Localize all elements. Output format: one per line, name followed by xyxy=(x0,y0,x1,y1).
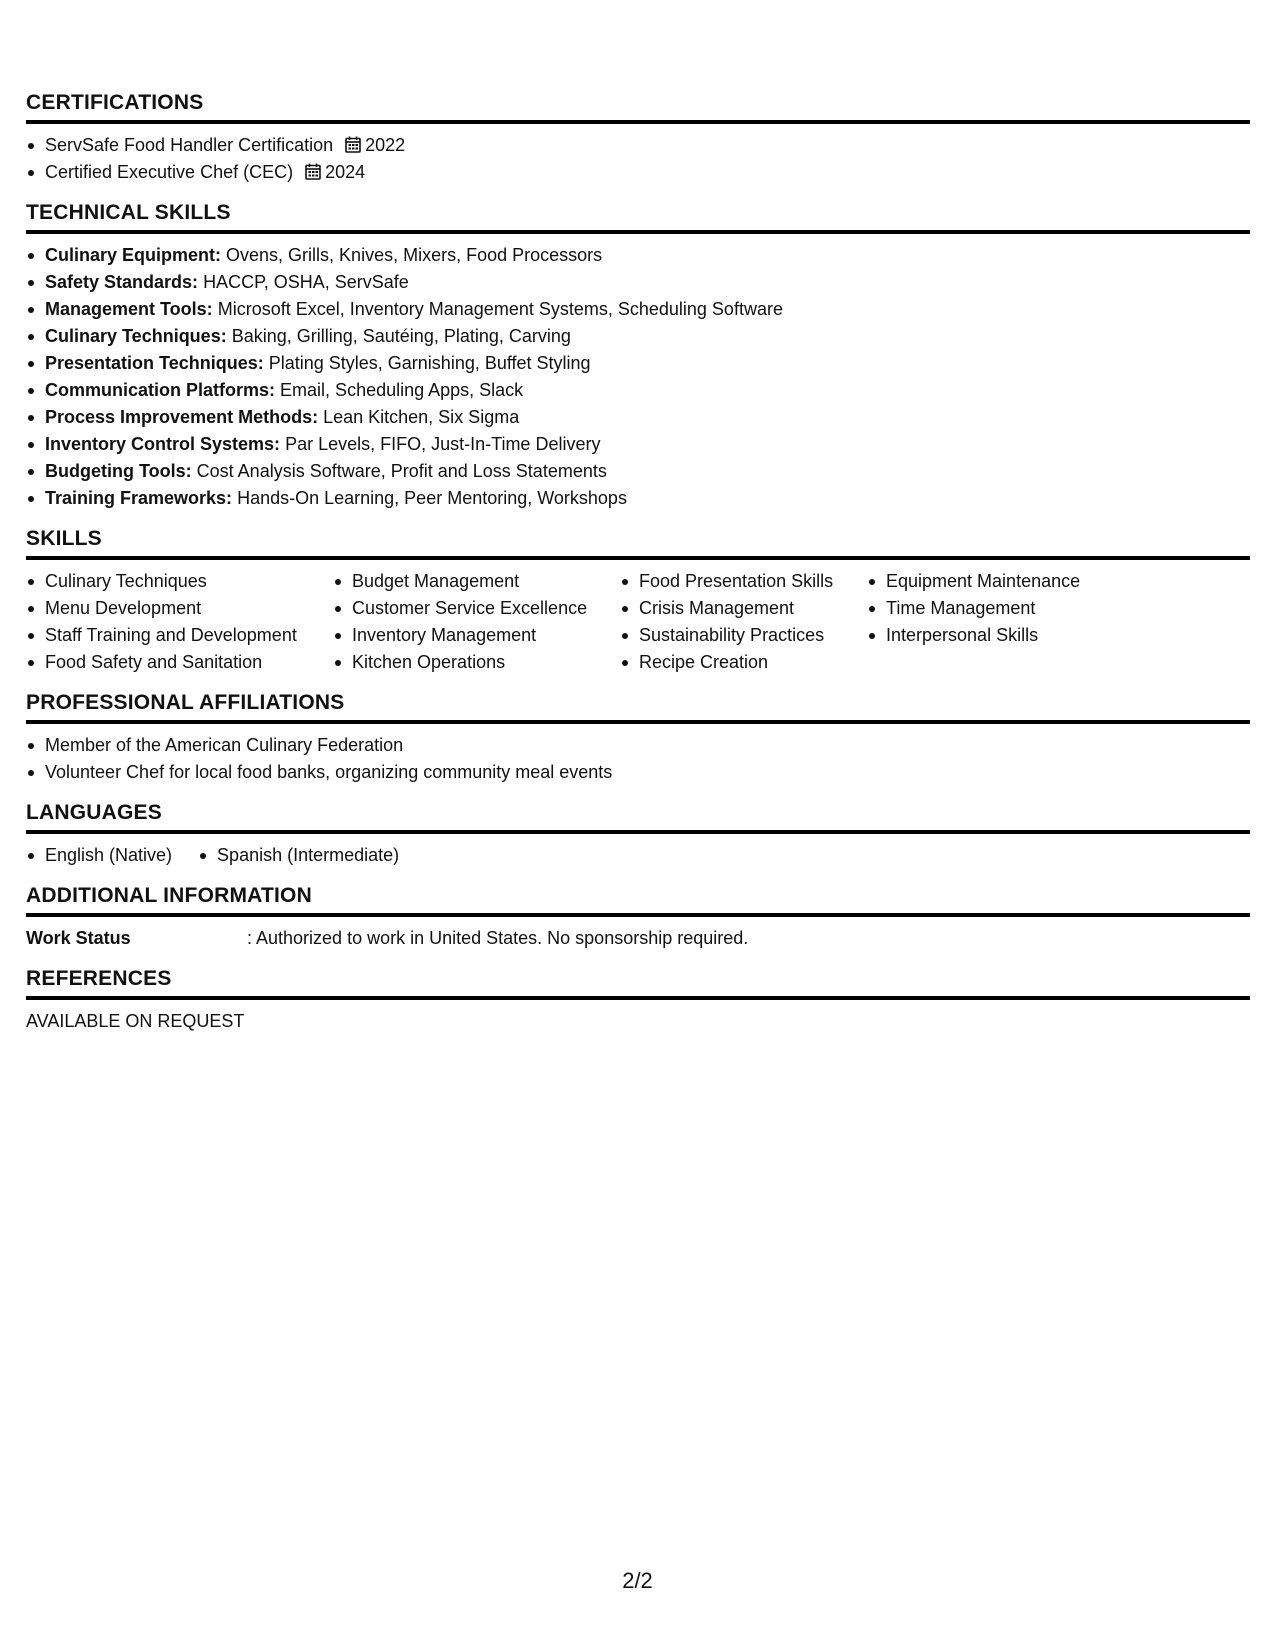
list-item: Sustainability Practices xyxy=(620,622,867,649)
list-item: Recipe Creation xyxy=(620,649,867,676)
calendar-icon xyxy=(305,163,321,180)
technical-skills-section xyxy=(26,200,1250,512)
skill-value: Baking, Grilling, Sautéing, Plating, Carving xyxy=(231,326,571,346)
skills-section xyxy=(26,526,1250,676)
list-item: Interpersonal Skills xyxy=(867,622,1167,649)
skills-column xyxy=(620,568,867,676)
list-item: Customer Service Excellence xyxy=(333,595,620,622)
certification-year: 2022 xyxy=(365,135,406,155)
skill-value: Plating Styles, Garnishing, Buffet Styling xyxy=(268,353,591,373)
certifications-section xyxy=(26,90,1250,186)
list-item xyxy=(26,431,1250,458)
skill-value: Par Levels, FIFO, Just-In-Time Delivery xyxy=(285,434,601,454)
section-title-additional-info: ADDITIONAL INFORMATION xyxy=(26,883,1250,917)
list-item xyxy=(26,132,1250,159)
list-item: Member of the American Culinary Federation xyxy=(26,732,1250,759)
skill-value: Ovens, Grills, Knives, Mixers, Food Processors xyxy=(226,245,603,265)
work-status-label: Work Status xyxy=(26,928,131,948)
skills-column xyxy=(26,568,333,676)
list-item xyxy=(26,377,1250,404)
section-title-languages: LANGUAGES xyxy=(26,800,1250,834)
list-item xyxy=(26,350,1250,377)
skill-label: Safety Standards: xyxy=(45,272,199,292)
skills-column xyxy=(333,568,620,676)
languages-list xyxy=(26,842,1250,869)
list-item xyxy=(26,323,1250,350)
list-item: Volunteer Chef for local food banks, organizing community meal events xyxy=(26,759,1250,786)
skill-label: Management Tools: xyxy=(45,299,213,319)
list-item: Time Management xyxy=(867,595,1167,622)
work-status-value: : Authorized to work in United States. No sponsorship required. xyxy=(247,928,749,948)
skill-label: Presentation Techniques: xyxy=(45,353,264,373)
skill-label: Culinary Techniques: xyxy=(45,326,227,346)
list-item: Staff Training and Development xyxy=(26,622,333,649)
work-status-row xyxy=(26,925,1250,952)
skills-column xyxy=(867,568,1167,676)
references-section xyxy=(26,966,1250,1035)
list-item: Culinary Techniques xyxy=(26,568,333,595)
skill-value: Hands-On Learning, Peer Mentoring, Workshops xyxy=(237,488,627,508)
affiliations-section xyxy=(26,690,1250,786)
certifications-list xyxy=(26,132,1250,186)
skill-value: Cost Analysis Software, Profit and Loss Statements xyxy=(196,461,607,481)
calendar-icon xyxy=(345,136,361,153)
section-title-skills: SKILLS xyxy=(26,526,1250,560)
skill-label: Culinary Equipment: xyxy=(45,245,222,265)
page-number: 2/2 xyxy=(622,1568,653,1593)
resume-page xyxy=(26,90,1250,1049)
skill-value: HACCP, OSHA, ServSafe xyxy=(203,272,409,292)
list-item xyxy=(26,458,1250,485)
list-item: Menu Development xyxy=(26,595,333,622)
skill-value: Lean Kitchen, Six Sigma xyxy=(323,407,520,427)
list-item: Budget Management xyxy=(333,568,620,595)
additional-info-section xyxy=(26,883,1250,952)
languages-section xyxy=(26,800,1250,869)
list-item: Spanish (Intermediate) xyxy=(198,842,399,869)
section-title-technical-skills: TECHNICAL SKILLS xyxy=(26,200,1250,234)
affiliations-list xyxy=(26,732,1250,786)
skill-value: Email, Scheduling Apps, Slack xyxy=(280,380,524,400)
certification-name: Certified Executive Chef (CEC) xyxy=(45,162,294,182)
references-text: AVAILABLE ON REQUEST xyxy=(26,1011,245,1031)
list-item: Food Safety and Sanitation xyxy=(26,649,333,676)
skill-label: Budgeting Tools: xyxy=(45,461,192,481)
list-item xyxy=(26,159,1250,186)
certification-year: 2024 xyxy=(325,162,366,182)
list-item: Food Presentation Skills xyxy=(620,568,867,595)
list-item: English (Native) xyxy=(26,842,172,869)
skills-grid xyxy=(26,568,1250,676)
list-item xyxy=(26,485,1250,512)
list-item: Crisis Management xyxy=(620,595,867,622)
section-title-references: REFERENCES xyxy=(26,966,1250,1000)
skill-label: Communication Platforms: xyxy=(45,380,276,400)
section-title-affiliations: PROFESSIONAL AFFILIATIONS xyxy=(26,690,1250,724)
skill-value: Microsoft Excel, Inventory Management Systems, Scheduling Software xyxy=(217,299,783,319)
skill-label: Training Frameworks: xyxy=(45,488,233,508)
list-item: Equipment Maintenance xyxy=(867,568,1167,595)
technical-skills-list xyxy=(26,242,1250,512)
list-item xyxy=(26,404,1250,431)
list-item xyxy=(26,269,1250,296)
skill-label: Inventory Control Systems: xyxy=(45,434,281,454)
section-title-certifications: CERTIFICATIONS xyxy=(26,90,1250,124)
list-item xyxy=(26,242,1250,269)
list-item xyxy=(26,296,1250,323)
certification-name: ServSafe Food Handler Certification xyxy=(45,135,334,155)
list-item: Inventory Management xyxy=(333,622,620,649)
skill-label: Process Improvement Methods: xyxy=(45,407,319,427)
list-item: Kitchen Operations xyxy=(333,649,620,676)
